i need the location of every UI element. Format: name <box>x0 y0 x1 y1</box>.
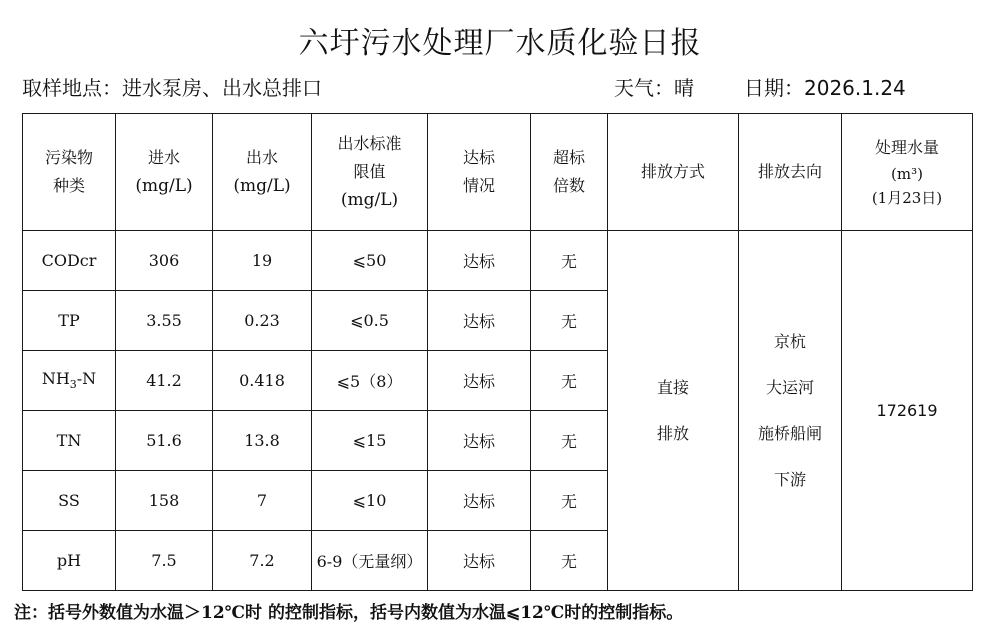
header-limit-unit: (mg/L) <box>340 190 399 210</box>
effluent-cell: 13.8 <box>213 411 312 471</box>
header-influent <box>116 114 213 231</box>
header-compliance-line2: 情况 <box>462 176 495 195</box>
status-cell: 达标 <box>428 471 531 531</box>
effluent-cell: 0.418 <box>213 351 312 411</box>
sampling-location: 取样地点：进水泵房、出水总排口 <box>22 76 322 100</box>
status-cell: 达标 <box>428 531 531 591</box>
discharge-dest-line4: 下游 <box>773 469 806 489</box>
header-exceed <box>531 114 608 231</box>
water-quality-table <box>22 113 973 591</box>
discharge-method-line2: 排放 <box>656 423 689 443</box>
discharge-method-line1: 直接 <box>656 377 689 397</box>
exceed-cell: 无 <box>531 531 608 591</box>
footnote: 注：括号外数值为水温＞12℃时 的控制指标，括号内数值为水温⩽12℃时的控制指标。 <box>14 603 684 623</box>
effluent-cell: 7 <box>213 471 312 531</box>
limit-cell: ⩽5（8） <box>312 351 428 411</box>
header-pollutant-line2: 种类 <box>52 176 85 195</box>
influent-cell: 7.5 <box>116 531 213 591</box>
header-effluent-unit: (mg/L) <box>233 176 291 196</box>
exceed-cell: 无 <box>531 471 608 531</box>
header-effluent-line1: 出水 <box>245 148 278 167</box>
header-limit <box>312 114 428 231</box>
report-date: 日期：2026.1.24 <box>744 76 906 100</box>
status-cell: 达标 <box>428 231 531 291</box>
header-volume-line1: 处理水量 <box>874 138 939 157</box>
header-discharge-method: 排放方式 <box>608 114 739 231</box>
influent-cell: 3.55 <box>116 291 213 351</box>
header-row <box>23 114 973 231</box>
influent-cell: 158 <box>116 471 213 531</box>
header-exceed-line2: 倍数 <box>552 176 585 195</box>
report-title: 六圩污水处理厂水质化验日报 <box>298 26 702 61</box>
effluent-cell: 0.23 <box>213 291 312 351</box>
header-compliance-line1: 达标 <box>462 148 495 167</box>
param-cell: TP <box>23 291 116 351</box>
discharge-method-cell <box>608 231 739 591</box>
influent-cell: 306 <box>116 231 213 291</box>
influent-cell: 41.2 <box>116 351 213 411</box>
param-cell: SS <box>23 471 116 531</box>
param-main: NH <box>41 369 70 389</box>
header-volume <box>842 114 973 231</box>
header-pollutant <box>23 114 116 231</box>
header-discharge-dest: 排放去向 <box>739 114 842 231</box>
header-influent-unit: (mg/L) <box>135 176 193 196</box>
param-cell: pH <box>23 531 116 591</box>
header-volume-unit: (m³) <box>891 165 923 183</box>
header-limit-line1: 出水标准 <box>337 134 402 153</box>
header-compliance <box>428 114 531 231</box>
table-row <box>23 231 973 291</box>
exceed-cell: 无 <box>531 231 608 291</box>
effluent-cell: 19 <box>213 231 312 291</box>
discharge-dest-line3: 施桥船闸 <box>757 423 822 443</box>
header-effluent <box>213 114 312 231</box>
influent-cell: 51.6 <box>116 411 213 471</box>
exceed-cell: 无 <box>531 291 608 351</box>
weather: 天气：晴 <box>614 76 694 100</box>
status-cell: 达标 <box>428 351 531 411</box>
status-cell: 达标 <box>428 411 531 471</box>
limit-cell: 6-9（无量纲） <box>312 531 428 591</box>
header-volume-date: (1月23日) <box>871 189 943 207</box>
param-cell <box>23 351 116 411</box>
discharge-dest-line1: 京杭 <box>773 331 806 351</box>
treated-volume-cell: 172619 <box>842 231 973 591</box>
param-subscript: 3 <box>69 378 77 392</box>
discharge-dest-cell <box>739 231 842 591</box>
param-tail: -N <box>76 369 97 389</box>
limit-cell: ⩽50 <box>312 231 428 291</box>
header-influent-line1: 进水 <box>147 148 180 167</box>
header-pollutant-line1: 污染物 <box>44 148 93 167</box>
limit-cell: ⩽0.5 <box>312 291 428 351</box>
header-exceed-line1: 超标 <box>552 148 585 167</box>
param-cell: CODcr <box>23 231 116 291</box>
header-limit-line2: 限值 <box>353 162 386 181</box>
exceed-cell: 无 <box>531 411 608 471</box>
effluent-cell: 7.2 <box>213 531 312 591</box>
limit-cell: ⩽10 <box>312 471 428 531</box>
discharge-dest-line2: 大运河 <box>765 377 814 397</box>
status-cell: 达标 <box>428 291 531 351</box>
param-cell: TN <box>23 411 116 471</box>
exceed-cell: 无 <box>531 351 608 411</box>
limit-cell: ⩽15 <box>312 411 428 471</box>
